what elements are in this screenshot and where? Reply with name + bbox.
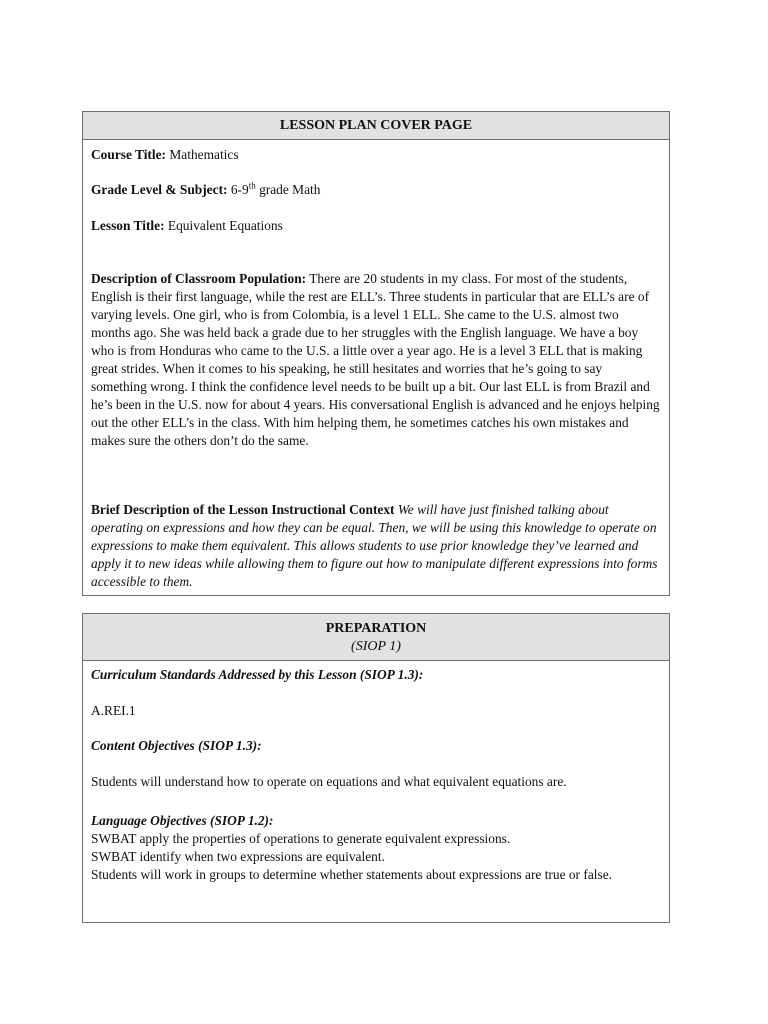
classroom-population-label: Description of Classroom Population: [91,271,307,286]
instructional-context-label: Brief Description of the Lesson Instructional Context [91,502,395,517]
grade-level-value-suffix: grade Math [259,182,321,197]
grade-level-value-prefix: 6-9 [230,182,249,197]
preparation-header [83,614,669,661]
language-objective-item: SWBAT identify when two expressions are equivalent. [91,849,385,864]
course-title-value: Mathematics [169,147,239,162]
language-objective-item: Students will work in groups to determine whether statements about expressions are true or false. [91,867,612,882]
language-objectives-label: Language Objectives (SIOP 1.2): [91,813,274,828]
instructional-context [91,501,661,591]
language-objectives [91,812,661,884]
language-objective-item: SWBAT apply the properties of operations to generate equivalent expressions. [91,831,511,846]
grade-level-row [91,181,661,199]
classroom-population [91,270,661,450]
grade-level-superscript: th [248,180,256,191]
grade-level-label: Grade Level & Subject: [91,182,228,197]
standards-value: A.REI.1 [91,703,136,718]
lesson-title-label: Lesson Title: [91,218,165,233]
content-objectives-label: Content Objectives (SIOP 1.3): [91,738,262,753]
preparation-subtitle: (SIOP 1) [351,639,401,654]
standards-label: Curriculum Standards Addressed by this Lesson (SIOP 1.3): [91,667,424,682]
classroom-population-text: There are 20 students in my class. For most of the students, English is their first language, while the rest are ELL’s. Three students in particular that are ELL’s are of varying levels. One girl, who is from Colombia, is a level 1 ELL. She came to the U.S. almost two months ago. She was held back a grade due to her struggles with the English language. We have a boy who is from Honduras who came to the U.S. a little over a year ago. He is a level 3 ELL that is making great strides. When it comes to his speaking, he still hesitates and worries that he’s going to say something wrong. I think the confidence level needs to be built up a bit. Our last ELL is from Brazil and he’s been in the U.S. now for about 4 years. His conversational English is advanced and he enjoys helping out the other ELL’s in the class. With him helping them, he sometimes catches his own mistakes and makes sure the others don’t do the same. [91,271,660,448]
cover-page-section [82,111,670,596]
preparation-title: PREPARATION [325,621,427,636]
course-title-label: Course Title: [91,147,167,162]
instructional-context-text: We will have just finished talking about operating on expressions and how they can be equal. Then, we will be using this knowledge to operate on expressions to make them equivalent. This allows students to use prior knowledge they’ve learned and apply it to new ideas while allowing them to figure out how to manipulate different expressions into forms accessible to them. [91,502,658,589]
course-title-row [91,146,661,164]
lesson-title-value: Equivalent Equations [167,218,283,233]
content-objectives-value: Students will understand how to operate on equations and what equivalent equations are. [91,774,567,789]
lesson-title-row [91,217,661,235]
cover-page-header [83,112,669,140]
cover-page-title: LESSON PLAN COVER PAGE [279,118,473,133]
preparation-section [82,613,670,923]
